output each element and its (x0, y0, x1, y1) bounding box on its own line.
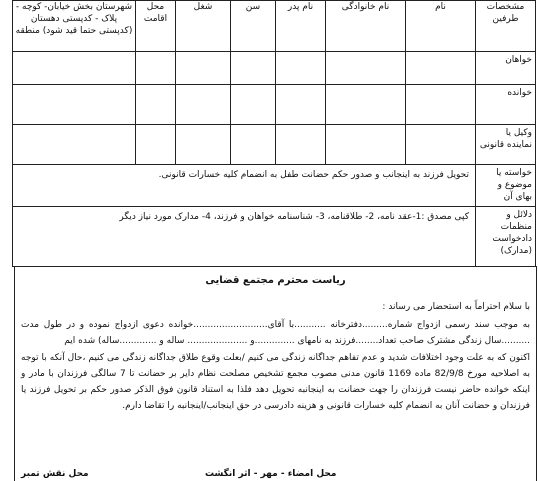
cell[interactable] (13, 52, 136, 85)
cell[interactable] (136, 85, 176, 125)
cell[interactable] (276, 125, 326, 165)
header-last-name: نام خانوادگی (326, 1, 406, 52)
cell[interactable] (13, 85, 136, 125)
cell[interactable] (136, 52, 176, 85)
signature-area: محل امضاء - مهر - اثر انگشت (205, 469, 337, 479)
header-parties: مشخصات طرفین (476, 1, 536, 52)
claim-text: تحویل فرزند به اینجانب و صدور حکم حضانت طفل به انضمام کلیه خسارات قانونی. (13, 165, 476, 207)
cell[interactable] (13, 125, 136, 165)
cell[interactable] (406, 52, 476, 85)
cell[interactable] (326, 125, 406, 165)
header-job: شغل (176, 1, 231, 52)
cell[interactable] (231, 125, 276, 165)
petition-form (2, 0, 535, 480)
cell[interactable] (231, 85, 276, 125)
cell[interactable] (136, 125, 176, 165)
letter-greeting: با سلام احتراماً به استحضار می رساند : (382, 302, 530, 312)
cell[interactable] (326, 52, 406, 85)
header-age: سن (231, 1, 276, 52)
row-defendant-label: خوانده (476, 85, 536, 125)
header-address: شهرستان بخش خیابان- کوچه - پلاک - کدپستی دهستان (کدپستی حتما قید شود) منطقه (13, 1, 136, 52)
letter-title: ریاست محترم مجتمع قضایی (205, 275, 346, 286)
header-first-name: نام (406, 1, 476, 52)
cell[interactable] (406, 85, 476, 125)
cell[interactable] (326, 85, 406, 125)
header-father-name: نام پدر (276, 1, 326, 52)
cell[interactable] (176, 125, 231, 165)
row-lawyer-label: وکیل یا نماینده قانونی (476, 125, 536, 165)
row-plaintiff-label: خواهان (476, 52, 536, 85)
evidence-text: کپی مصدق :1-عقد نامه، 2- طلاقنامه، 3- شناسنامه خواهان و فرزند، 4- مدارک مورد نیاز دیگر (13, 207, 476, 267)
evidence-label: دلائل و منظمات دادخواست (مدارک) (476, 207, 536, 267)
cell[interactable] (276, 85, 326, 125)
cell[interactable] (176, 52, 231, 85)
cell[interactable] (231, 52, 276, 85)
cell[interactable] (276, 52, 326, 85)
header-residence: محل اقامت (136, 1, 176, 52)
cell[interactable] (176, 85, 231, 125)
claim-label: خواسته یا موضوع و بهای آن (476, 165, 536, 207)
petition-letter (14, 266, 537, 481)
letter-paragraph-2: اکنون که به علت وجود اختلافات شدید و عدم تفاهم جداگانه زندگی می کنیم /بعلت وقوع طلاق جداگانه زندگی می کنیم ،حال آنکه با توجه به اصلاحیه مورخ 82/9/8 ماده 1169 قانون مدنی مصوب مجمع تشخیص مصلحت نظام دایر بر حضانت تا 7 سالگی فرزندان با مادر و اینکه خوانده حاضر نیست فرزندان را جهت حضانت به اینجانبه تحویل دهد فلذا به استناد قانون فوق الذکر صدور حکم بر تحویل فرزند یا فرزندان و حضانت آنان به انضمام کلیه خسارات قانونی و هزینه دادرسی در حق اینجانب/اینجانبه را تقاضا دارم. (21, 353, 531, 411)
parties-table (12, 0, 536, 267)
stamp-area: محل نقش تمبر (21, 469, 89, 479)
cell[interactable] (406, 125, 476, 165)
letter-paragraph-1: به موجب سند رسمی ازدواج شماره.........دفترخانه ...........با آقای..........................خوانده دعوی ازدواج نموده و در طول مدت ..........سال زندگی مشترک صاحب تعداد........فرزند به نامهای ..............و ..................... ساله و .............ساله) شده ایم (21, 320, 530, 346)
